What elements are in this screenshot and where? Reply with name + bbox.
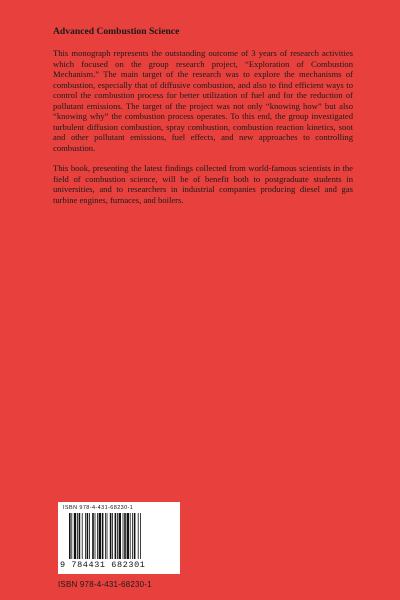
barcode-bar [127,513,129,559]
barcode-digits: 9 784431 682301 [60,560,146,570]
back-cover-text [53,26,353,215]
barcode-bar [134,513,136,559]
barcode-bar [74,513,76,559]
barcode-bar [130,513,131,559]
barcode-bar [87,513,89,559]
barcode-bar [95,513,96,559]
barcode-bar [82,513,83,559]
barcode-bar [105,513,106,559]
barcode-area [58,502,180,589]
barcode-label [58,502,180,574]
barcode-bar [110,513,112,559]
barcode-bar [97,513,98,559]
barcode-bar [132,513,133,559]
barcode-bar [69,513,71,559]
barcode-bar [123,513,124,559]
barcode-bar [112,513,113,559]
barcode-bar [124,513,126,559]
barcode-isbn-caption: ISBN 978-4-431-68230-1 [63,505,134,511]
barcode-bar [119,513,121,559]
description-paragraph-2: This book, presenting the latest findings collected from world-famous scientists in the field of combustion science, will be of benefit both to postgraduate students in universities, and to researchers in industrial companies producing diesel and gas turbine engines, furnaces, and boilers. [53,163,353,205]
barcode-bar [71,513,72,559]
barcode-bar [85,513,86,559]
barcode-bars [69,513,173,559]
barcode-bar [79,513,81,559]
book-title: Advanced Combustion Science [53,26,180,37]
barcode-bar [89,513,90,559]
isbn-number: ISBN 978-4-431-68230-1 [58,580,152,589]
barcode-bar [138,513,139,559]
barcode-bar [115,513,117,559]
barcode-bar [140,513,141,559]
barcode-bar [92,513,94,559]
barcode-bar [99,513,101,559]
barcode-bar [117,513,118,559]
description-paragraph-1: This monograph represents the outstanding outcome of 3 years of research activities which focused on the group research project, “Exploration of Combustion Mechanism.” The main target of the research was to explore the mechanisms of combustion, especially that of diffusive combustion, and also to find efficient ways to control the combustion process for better utilization of fuel and for the reduction of pollutant emissions. The target of the project was not only “knowing how” but also “knowing why” the combustion process operates. To this end, the group investigated turbulent diffusion combustion, spray combustion, combustion reaction kinetics, soot and other pollutant emissions, fuel effects, and new approaches to controlling combustion. [53,48,353,153]
barcode-bar [107,513,108,559]
barcode-bar [77,513,78,559]
barcode-bar [102,513,104,559]
